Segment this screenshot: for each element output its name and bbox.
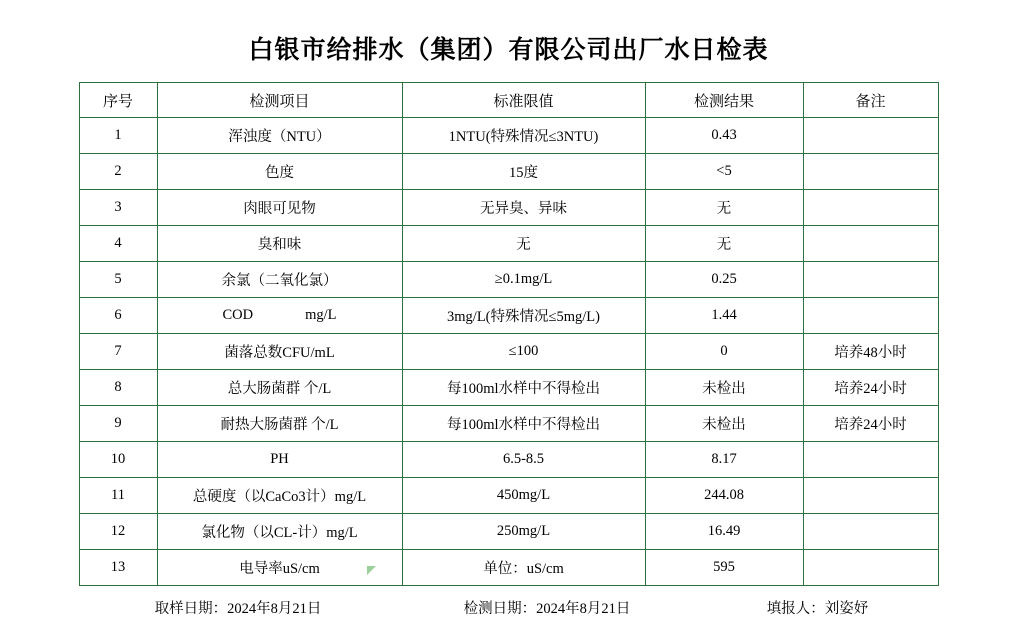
cell-note — [803, 226, 938, 262]
table-body — [79, 118, 938, 586]
cell-note — [803, 154, 938, 190]
cell-standard: 6.5-8.5 — [402, 442, 645, 478]
cell-no: 1 — [79, 118, 157, 154]
page-title: 白银市给排水（集团）有限公司出厂水日检表 — [248, 37, 769, 64]
column-header-no: 序号 — [79, 83, 157, 118]
cell-result: 8.17 — [645, 442, 803, 478]
table-row — [79, 262, 938, 298]
table-row — [79, 550, 938, 586]
cell-standard: 250mg/L — [402, 514, 645, 550]
cell-note — [803, 442, 938, 478]
cell-item: 余氯（二氧化氯） — [157, 262, 402, 298]
column-header-item: 检测项目 — [157, 83, 402, 118]
column-header-result: 检测结果 — [645, 83, 803, 118]
cell-result: <5 — [645, 154, 803, 190]
footer-testing-date: 检测日期：2024年8月21日 — [463, 601, 631, 617]
cell-item — [157, 298, 402, 334]
cell-standard: 1NTU(特殊情况≤3NTU) — [402, 118, 645, 154]
cell-note: 培养24小时 — [803, 370, 938, 406]
table-row — [79, 226, 938, 262]
cell-result: 无 — [645, 190, 803, 226]
cell-item: 浑浊度（NTU） — [157, 118, 402, 154]
cell-item-unit: mg/L — [305, 307, 337, 323]
cell-standard: ≤100 — [402, 334, 645, 370]
cell-standard: 450mg/L — [402, 478, 645, 514]
table-row — [79, 406, 938, 442]
table-row — [79, 334, 938, 370]
cell-item: PH — [157, 442, 402, 478]
column-header-note: 备注 — [803, 83, 938, 118]
cell-result: 未检出 — [645, 406, 803, 442]
cell-note: 培养24小时 — [803, 406, 938, 442]
water-quality-table — [79, 82, 939, 586]
table-row — [79, 118, 938, 154]
cell-standard: ≥0.1mg/L — [402, 262, 645, 298]
cell-no: 9 — [79, 406, 157, 442]
cell-item: 电导率uS/cm — [157, 550, 402, 586]
cell-standard: 无异臭、异味 — [402, 190, 645, 226]
cell-standard: 无 — [402, 226, 645, 262]
cell-result: 0.25 — [645, 262, 803, 298]
table-row — [79, 298, 938, 334]
cell-note: 培养48小时 — [803, 334, 938, 370]
cell-result: 无 — [645, 226, 803, 262]
cell-no: 11 — [79, 478, 157, 514]
cell-item: 肉眼可见物 — [157, 190, 402, 226]
table-row — [79, 514, 938, 550]
cell-no: 8 — [79, 370, 157, 406]
cell-no: 2 — [79, 154, 157, 190]
cell-standard: 每100ml水样中不得检出 — [402, 370, 645, 406]
cell-item: 臭和味 — [157, 226, 402, 262]
cell-note — [803, 550, 938, 586]
cell-note — [803, 118, 938, 154]
table-header-row — [79, 83, 938, 118]
table-row — [79, 154, 938, 190]
cell-standard: 15度 — [402, 154, 645, 190]
cell-note — [803, 514, 938, 550]
footer-sampling-date: 取样日期：2024年8月21日 — [154, 601, 322, 617]
cell-no: 4 — [79, 226, 157, 262]
cell-result: 244.08 — [645, 478, 803, 514]
cell-result: 0 — [645, 334, 803, 370]
cell-item: 总硬度（以CaCo3计）mg/L — [157, 478, 402, 514]
footer — [79, 586, 938, 618]
table-row — [79, 190, 938, 226]
cell-standard: 每100ml水样中不得检出 — [402, 406, 645, 442]
cell-no: 10 — [79, 442, 157, 478]
cell-no: 7 — [79, 334, 157, 370]
cell-note — [803, 478, 938, 514]
cell-standard: 单位：uS/cm — [402, 550, 645, 586]
table-row — [79, 478, 938, 514]
cell-result: 未检出 — [645, 370, 803, 406]
cell-result: 16.49 — [645, 514, 803, 550]
cell-note — [803, 262, 938, 298]
table-header — [79, 83, 938, 118]
cell-no: 5 — [79, 262, 157, 298]
cell-result: 0.43 — [645, 118, 803, 154]
cell-note — [803, 298, 938, 334]
cell-result: 1.44 — [645, 298, 803, 334]
cell-item: 氯化物（以CL-计）mg/L — [157, 514, 402, 550]
cell-item: 耐热大肠菌群 个/L — [157, 406, 402, 442]
column-header-standard: 标准限值 — [402, 83, 645, 118]
table-row — [79, 442, 938, 478]
cell-result: 595 — [645, 550, 803, 586]
cell-no: 3 — [79, 190, 157, 226]
cell-no: 6 — [79, 298, 157, 334]
cell-item: 总大肠菌群 个/L — [157, 370, 402, 406]
cell-item: 色度 — [157, 154, 402, 190]
cell-item: 菌落总数CFU/mL — [157, 334, 402, 370]
cell-standard: 3mg/L(特殊情况≤5mg/L) — [402, 298, 645, 334]
table-row — [79, 370, 938, 406]
cell-note — [803, 190, 938, 226]
cell-no: 12 — [79, 514, 157, 550]
footer-reporter: 填报人：刘姿妤 — [766, 601, 869, 617]
cell-no: 13 — [79, 550, 157, 586]
cell-item-label: COD — [222, 307, 254, 323]
